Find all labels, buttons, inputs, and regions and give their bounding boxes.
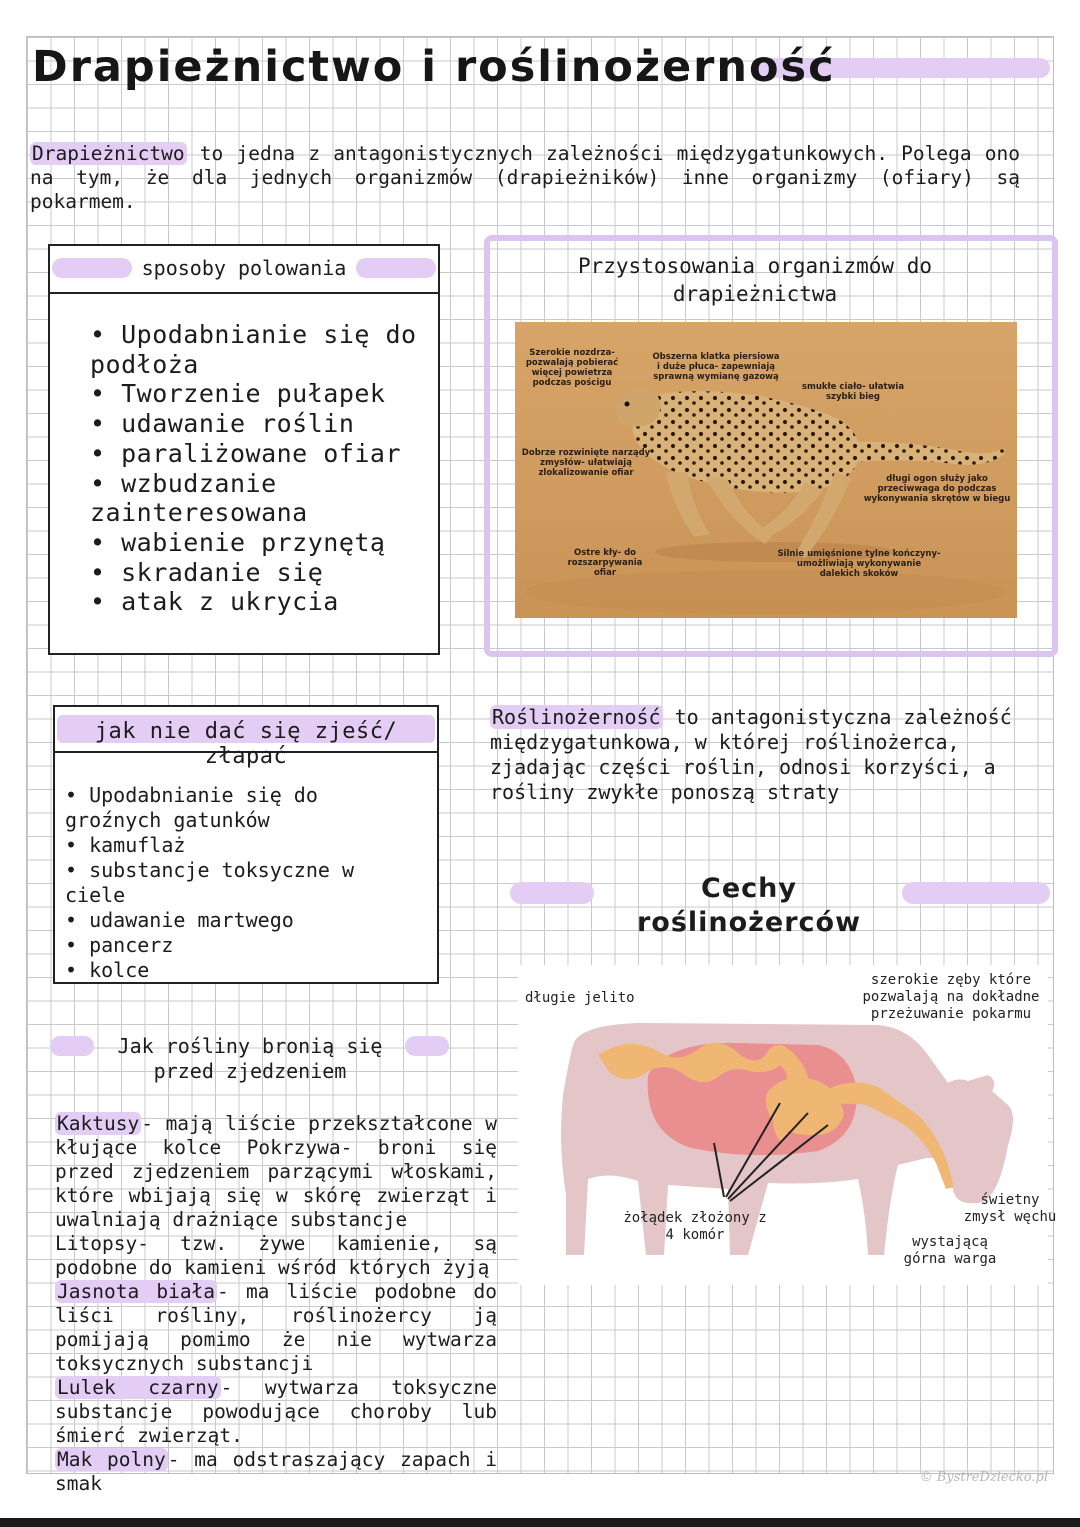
hunting-item: • udawanie roślin: [90, 409, 355, 439]
hunting-list: [50, 294, 438, 617]
avoid-item: • kolce: [65, 958, 150, 982]
features-highlight-left: [510, 882, 594, 904]
label-senses: Dobrze rozwinięte narządy zmysłów- ułatwiają zlokalizowanie ofiar: [521, 448, 651, 478]
avoid-box: [53, 705, 439, 984]
herbivory-text: to antagonistyczna zależność międzygatunkowa, w której roślinożerca, zjadając części roślin, odnosi korzyści, a rośliny zwykłe ponoszą straty: [490, 705, 1012, 804]
adaptations-heading: Przystosowania organizmów do drapieżnictwa: [577, 254, 932, 306]
label-claws: Ostre kły- do rozszarpywania ofiar: [567, 548, 643, 578]
label-lip: wystającą górna warga: [903, 1234, 997, 1267]
hunting-item: • atak z ukrycia: [90, 587, 339, 617]
avoid-list: [55, 753, 437, 983]
plant-name: Kaktusy: [57, 1112, 140, 1135]
plant-description: - mają liście przekształcone w kłujące kolce: [55, 1112, 497, 1159]
label-limbs: Silnie umięśnione tylne kończyny- umożliwiają wykonywanie dalekich skoków: [777, 549, 941, 579]
label-intestine: długie jelito: [525, 990, 635, 1006]
features-heading: Cechy roślinożerców: [636, 873, 862, 938]
hunting-heading: sposoby polowania: [141, 256, 347, 280]
plant-description: - broni się przed zjedzeniem parzącymi włoskami, które wbijają się w skórę zwierząt i uwalniają drażniące substancje: [55, 1136, 497, 1231]
plant-name: Pokrzywa: [246, 1136, 341, 1159]
avoid-item: • udawanie martwego: [65, 908, 294, 932]
plants-highlight-left: [50, 1036, 94, 1056]
hunting-box: [48, 244, 440, 655]
watermark: © BystreDziecko.pl: [919, 1470, 1048, 1485]
herbivory-paragraph: [490, 705, 1050, 805]
label-stomach: żołądek złożony z 4 komór: [623, 1210, 767, 1243]
label-body: smukłe ciało- ułatwia szybki bieg: [801, 382, 905, 402]
plant-description: - tzw. żywe kamienie, są podobne do kamieni wśród których żyją: [55, 1232, 497, 1279]
features-highlight-right: [902, 882, 1050, 904]
hunting-item: • Tworzenie pułapek: [90, 379, 386, 409]
hunting-item: • wzbudzanie zainteresowana: [90, 468, 308, 528]
plants-highlight-right: [405, 1036, 449, 1056]
bottom-edge: [0, 1518, 1080, 1527]
avoid-item: • kamuflaż: [65, 833, 186, 857]
avoid-heading: jak nie dać się zjeść/ złapać: [94, 719, 398, 769]
plants-heading: Jak rośliny bronią się przed zjedzeniem: [117, 1034, 383, 1083]
intro-text: to jedna z antagonistycznych zależności międzygatunkowych. Polega ono na tym, że dla jednych organizmów (drapieżników) inne organizmy (ofiary) są pokarmem.: [30, 142, 1020, 213]
hunting-header: [50, 246, 438, 294]
plant-name: Jasnota biała: [57, 1280, 216, 1303]
avoid-item: • substancje toksyczne w ciele: [65, 858, 354, 907]
page-title: Drapieżnictwo i roślinożerność: [32, 42, 836, 92]
label-nostrils: Szerokie nozdrza- pozwalają pobierać więcej powietrza podczas pościgu: [525, 348, 619, 388]
label-chest: Obszerna klatka piersiowa i duże płuca- zapewniają sprawną wymianę gazową: [652, 352, 780, 382]
intro-paragraph: [30, 142, 1020, 214]
hunting-item: • Upodabnianie się do podłoża: [90, 320, 417, 379]
label-smell: świetny zmysł węchu: [963, 1192, 1057, 1225]
plant-description: - ma odstraszający zapach i smak: [55, 1448, 497, 1495]
intro-term: Drapieżnictwo: [32, 142, 185, 165]
avoid-header: [55, 707, 437, 769]
plant-name: Litopsy: [55, 1232, 138, 1255]
plant-description: - ma liście podobne do liści rośliny, roślinożercy ją pomijają pomimo że nie wytwarza toksycznych substancji: [55, 1280, 498, 1375]
avoid-item: • pancerz: [65, 933, 174, 957]
plant-name: Lulek czarny: [57, 1376, 219, 1399]
hunting-item: • paraliżowane ofiar: [90, 438, 402, 468]
label-tail: długi ogon służy jako przeciwwaga do podczas wykonywania skrętów w biegu: [863, 474, 1011, 504]
plants-paragraph: [55, 1112, 497, 1496]
hunting-item: • skradanie się: [90, 557, 324, 587]
plant-description: - wytwarza toksyczne substancje powodujące choroby lub śmierć zwierząt.: [55, 1376, 497, 1447]
herbivory-term: Roślinożerność: [492, 705, 661, 729]
label-teeth: szerokie zęby które pozwalają na dokładne przeżuwanie pokarmu: [862, 972, 1040, 1022]
hunting-item: • wabienie przynętą: [90, 527, 386, 557]
plant-name: Mak polny: [57, 1448, 166, 1471]
avoid-item: • Upodabnianie się do groźnych gatunków: [65, 783, 318, 832]
